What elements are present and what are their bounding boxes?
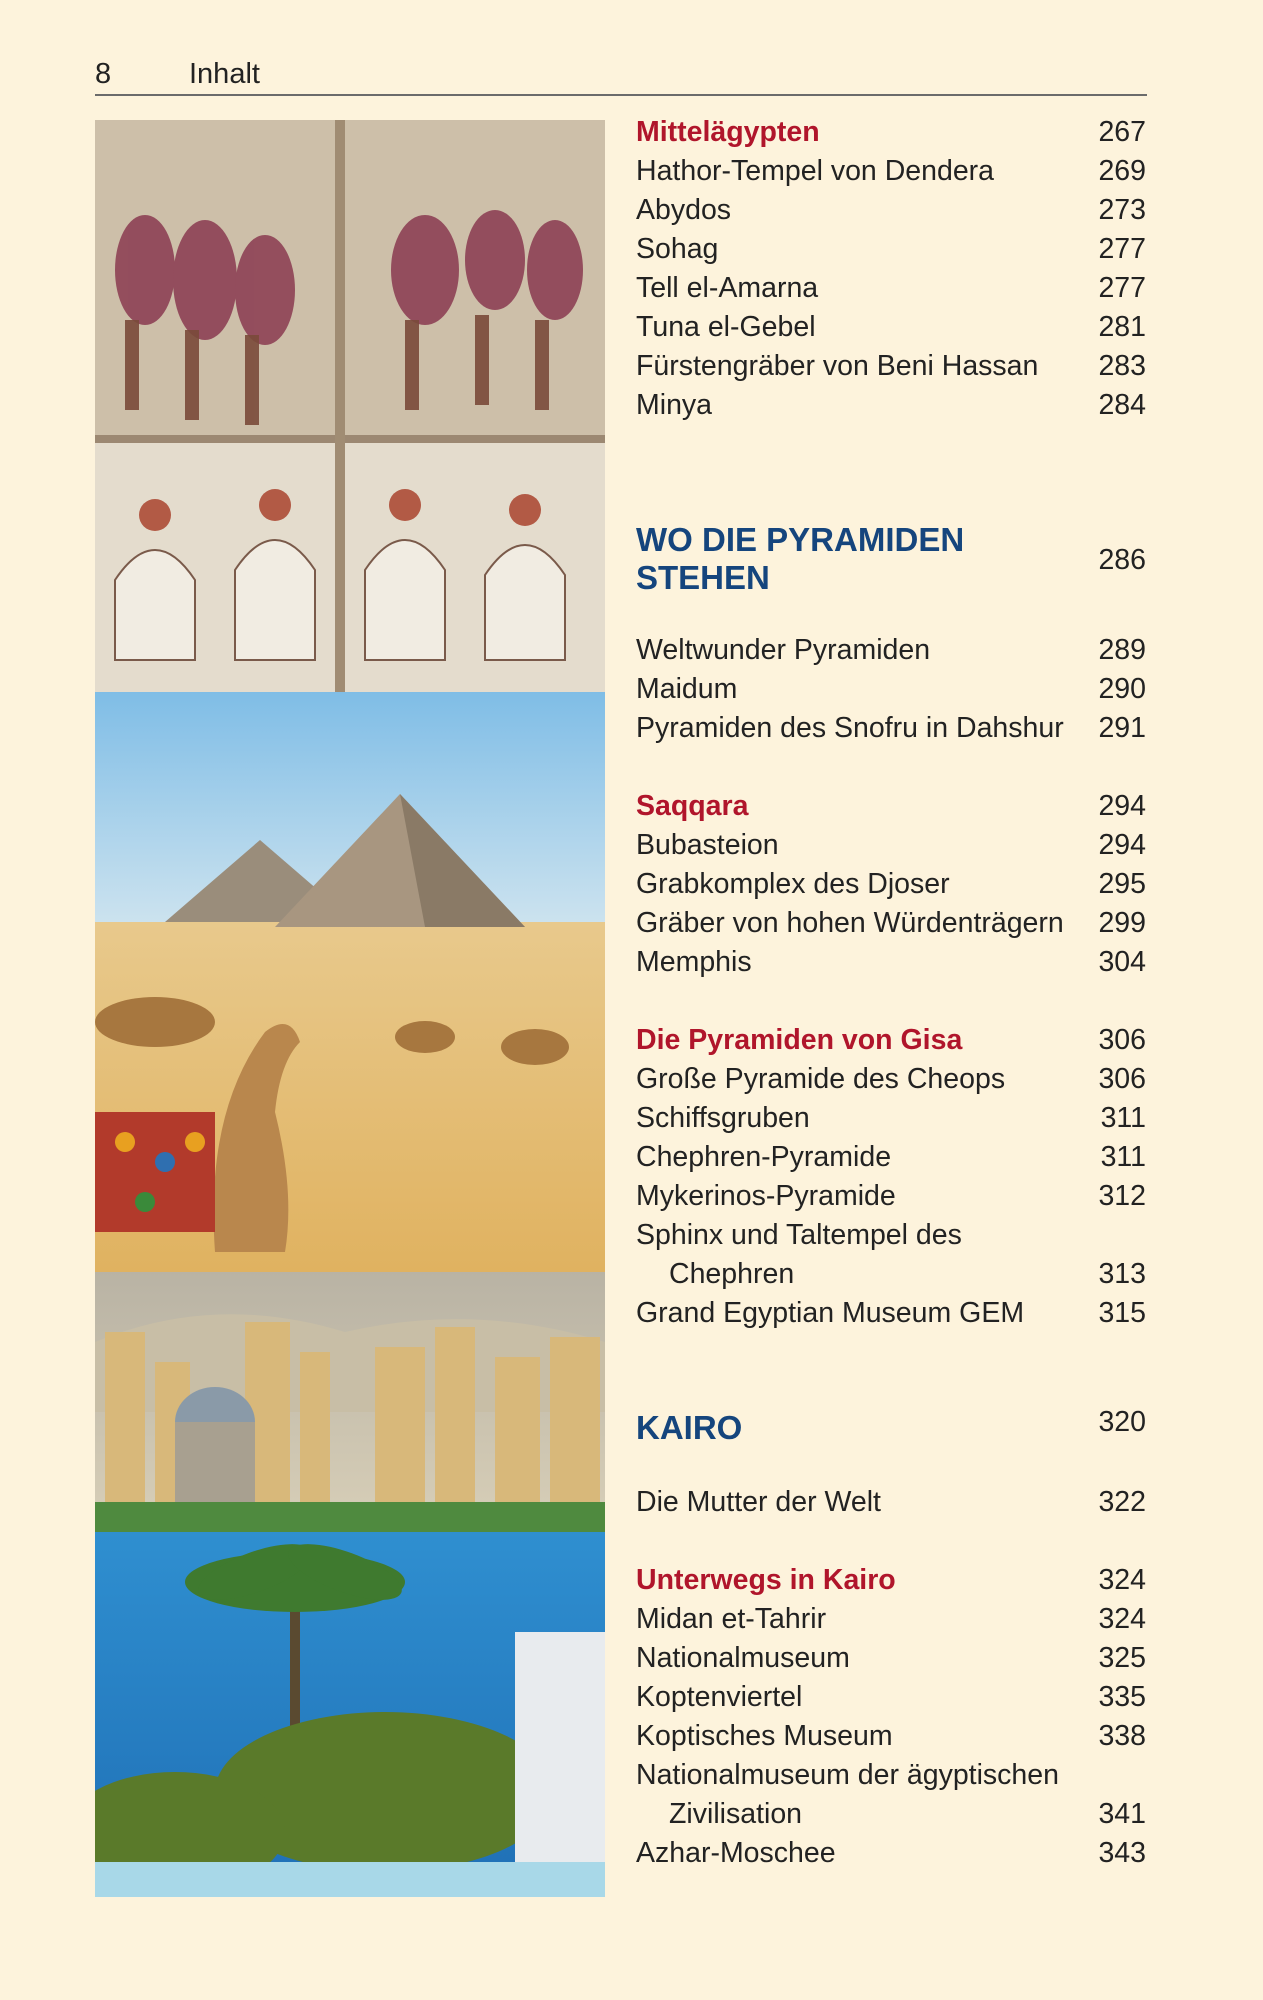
toc-entry[interactable] [636, 308, 1146, 347]
toc-title: Abydos [636, 194, 732, 226]
toc-page: 311 [1100, 1141, 1146, 1173]
toc-entry[interactable] [636, 1756, 1146, 1795]
toc-title: Chephren-Pyramide [636, 1141, 892, 1173]
toc-entry[interactable] [636, 631, 1146, 670]
toc-entry[interactable] [636, 1138, 1146, 1177]
photo-column [95, 120, 605, 1897]
toc-page: 324 [1098, 1603, 1146, 1635]
toc-page: 313 [1098, 1258, 1146, 1290]
toc-title: Pyramiden des Snofru in Dahshur [636, 712, 1064, 744]
toc-entry[interactable] [636, 1060, 1146, 1099]
toc-page: 322 [1098, 1486, 1146, 1518]
toc-title: Chephren [669, 1258, 795, 1290]
toc-entry[interactable] [636, 943, 1146, 982]
table-of-contents [636, 113, 1146, 1873]
toc-title: Zivilisation [669, 1798, 803, 1830]
section-label: Inhalt [189, 58, 260, 90]
toc-page: 267 [1098, 116, 1146, 148]
toc-title: Gräber von hohen Würdenträgern [636, 907, 1064, 939]
toc-title: Unterwegs in Kairo [636, 1564, 896, 1596]
toc-title: Saqqara [636, 790, 749, 822]
toc-entry[interactable] [636, 347, 1146, 386]
toc-page: 277 [1098, 233, 1146, 265]
toc-page: 304 [1098, 946, 1146, 978]
page-header [95, 58, 1147, 96]
toc-page: 335 [1098, 1681, 1146, 1713]
egyptian-relief-painting [95, 120, 605, 692]
toc-title: Bubasteion [636, 829, 779, 861]
toc-page: 299 [1098, 907, 1146, 939]
toc-page: 281 [1098, 311, 1146, 343]
toc-title: Koptenviertel [636, 1681, 803, 1713]
toc-title: Minya [636, 389, 713, 421]
toc-page: 311 [1100, 1102, 1146, 1134]
toc-title: Tell el-Amarna [636, 272, 819, 304]
toc-entry[interactable] [636, 152, 1146, 191]
toc-page: 338 [1098, 1720, 1146, 1752]
toc-page: 277 [1098, 272, 1146, 304]
toc-entry[interactable] [636, 191, 1146, 230]
toc-page: 315 [1098, 1297, 1146, 1329]
toc-page: 289 [1098, 634, 1146, 666]
toc-entry[interactable] [636, 709, 1146, 748]
chapter-page: 286 [1098, 544, 1146, 576]
toc-entry[interactable] [636, 1678, 1146, 1717]
toc-title: Nationalmuseum [636, 1642, 850, 1674]
toc-title: Koptisches Museum [636, 1720, 893, 1752]
toc-page: 325 [1098, 1642, 1146, 1674]
toc-title: Fürstengräber von Beni Hassan [636, 350, 1039, 382]
toc-entry[interactable] [636, 1834, 1146, 1873]
toc-title: Schiffsgruben [636, 1102, 810, 1134]
toc-title: Grand Egyptian Museum GEM [636, 1297, 1025, 1329]
chapter-title: KAIRO [636, 1409, 743, 1446]
toc-chapter-pyramiden[interactable] [636, 521, 1146, 597]
toc-page: 343 [1098, 1837, 1146, 1869]
toc-page: 341 [1098, 1798, 1146, 1830]
toc-entry[interactable] [636, 1483, 1146, 1522]
chapter-page: 320 [1098, 1406, 1146, 1438]
toc-page: 294 [1098, 790, 1146, 822]
toc-entry[interactable] [636, 386, 1146, 425]
toc-page: 324 [1098, 1564, 1146, 1596]
toc-entry[interactable] [636, 865, 1146, 904]
toc-entry[interactable] [636, 1600, 1146, 1639]
toc-title: Die Pyramiden von Gisa [636, 1024, 963, 1056]
toc-title: Sohag [636, 233, 719, 265]
toc-title: Azhar-Moschee [636, 1837, 836, 1869]
toc-entry[interactable] [636, 1216, 1146, 1255]
toc-page: 283 [1098, 350, 1146, 382]
toc-entry[interactable] [636, 230, 1146, 269]
toc-page: 306 [1098, 1063, 1146, 1095]
toc-title: Midan et-Tahrir [636, 1603, 827, 1635]
chapter-title: WO DIE PYRAMIDEN STEHEN [636, 521, 965, 596]
toc-entry[interactable] [636, 826, 1146, 865]
toc-page: 290 [1098, 673, 1146, 705]
toc-title: Mittelägypten [636, 116, 820, 148]
toc-page: 312 [1098, 1180, 1146, 1212]
toc-entry[interactable] [636, 1294, 1146, 1333]
toc-entry[interactable] [636, 1177, 1146, 1216]
toc-entry[interactable] [636, 1717, 1146, 1756]
toc-entry[interactable] [636, 269, 1146, 308]
toc-page: 269 [1098, 155, 1146, 187]
toc-title: Tuna el-Gebel [636, 311, 816, 343]
toc-title: Weltwunder Pyramiden [636, 634, 931, 666]
toc-title: Große Pyramide des Cheops [636, 1063, 1006, 1095]
cairo-nile-skyline [95, 1272, 605, 1897]
toc-entry[interactable] [636, 1639, 1146, 1678]
toc-page: 284 [1098, 389, 1146, 421]
toc-entry-continued[interactable] [636, 1255, 1146, 1294]
toc-entry[interactable] [636, 904, 1146, 943]
toc-title: Memphis [636, 946, 752, 978]
toc-title: Nationalmuseum der ägyptischen [636, 1759, 1059, 1791]
toc-title: Die Mutter der Welt [636, 1486, 881, 1518]
page-number: 8 [95, 58, 112, 90]
toc-title: Sphinx und Taltempel des [636, 1219, 962, 1251]
toc-title: Mykerinos-Pyramide [636, 1180, 896, 1212]
toc-entry-continued[interactable] [636, 1795, 1146, 1834]
toc-heading-gisa[interactable] [636, 1021, 1146, 1060]
toc-page: 295 [1098, 868, 1146, 900]
toc-heading-saqqara[interactable] [636, 787, 1146, 826]
toc-page: 273 [1098, 194, 1146, 226]
toc-title: Maidum [636, 673, 738, 705]
pyramids-with-camels [95, 692, 605, 1272]
toc-page: 291 [1098, 712, 1146, 744]
toc-chapter-kairo[interactable] [636, 1406, 1146, 1447]
toc-heading-unterwegs[interactable] [636, 1561, 1146, 1600]
toc-entry[interactable] [636, 1099, 1146, 1138]
toc-title: Hathor-Tempel von Dendera [636, 155, 995, 187]
toc-entry[interactable] [636, 670, 1146, 709]
toc-title: Grabkomplex des Djoser [636, 868, 950, 900]
toc-heading-mittelaegypten[interactable] [636, 113, 1146, 152]
toc-page: 306 [1098, 1024, 1146, 1056]
toc-page: 294 [1098, 829, 1146, 861]
